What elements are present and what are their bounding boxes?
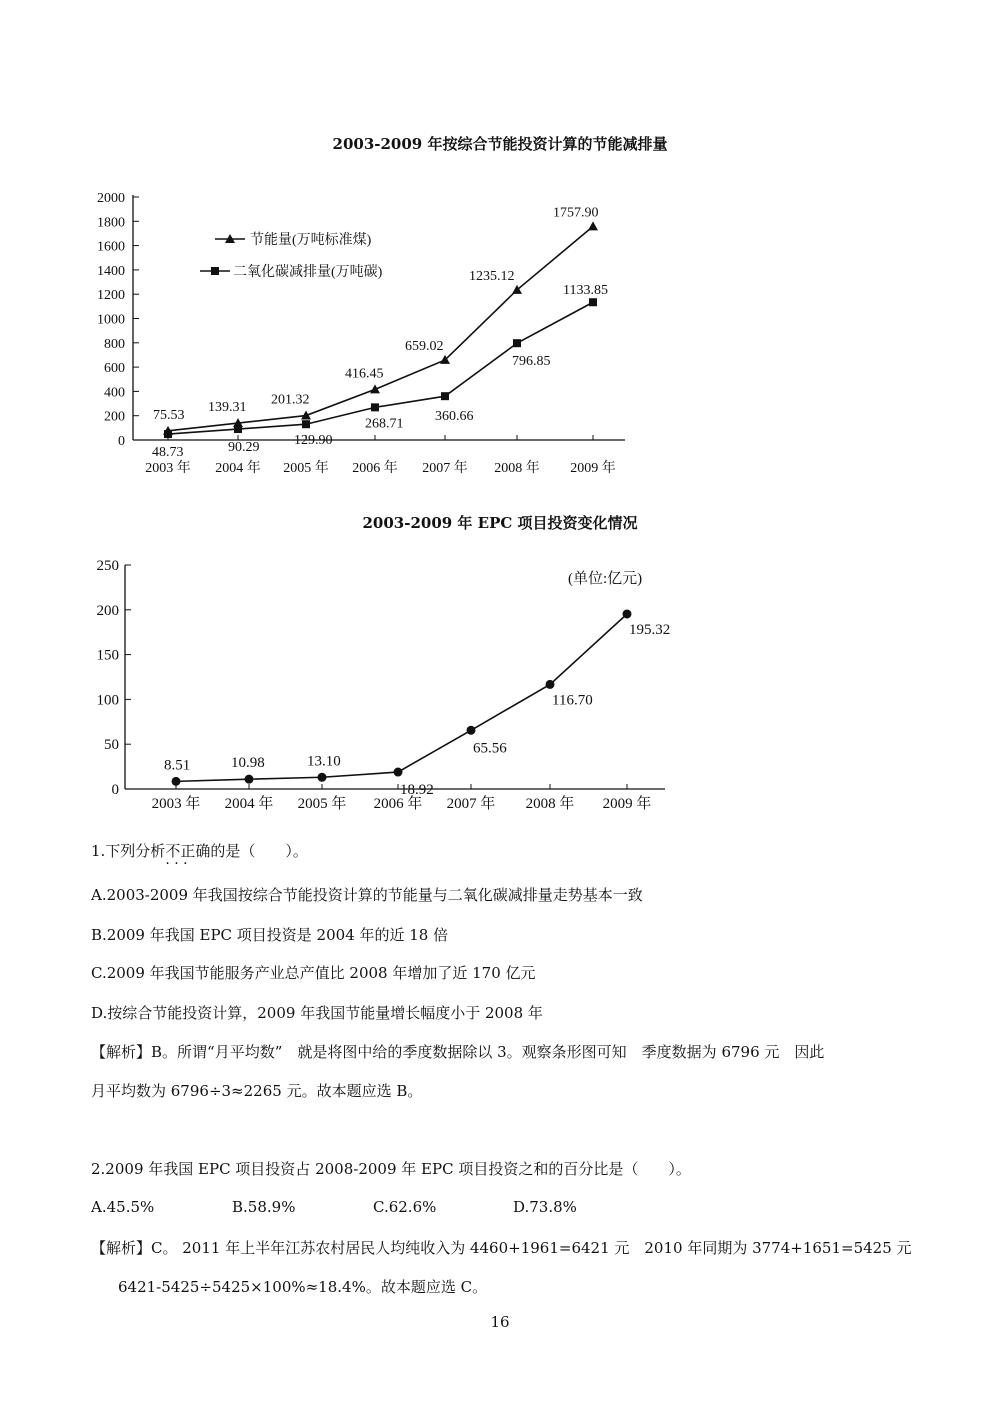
q1-stem-before: 1.下列分析 <box>91 842 166 860</box>
page-number: 16 <box>490 1313 510 1331</box>
chart2-point <box>245 775 254 784</box>
chart1-point-energy-saving <box>370 384 380 393</box>
q1-option-b: B.2009 年我国 EPC 项目投资是 2004 年的近 18 倍 <box>91 926 449 944</box>
chart2-data-labels <box>164 622 670 798</box>
chart2-data-label: 10.98 <box>231 755 265 772</box>
chart2-y-tick-label: 100 <box>96 692 119 709</box>
chart1-data-label: 268.71 <box>365 416 404 432</box>
chart1-point-energy-saving <box>588 221 598 230</box>
chart2-data-label: 18.92 <box>400 782 434 799</box>
q2-option-c: C.62.6% <box>373 1198 437 1216</box>
question-1-stem <box>91 840 308 861</box>
chart1-x-tick-label: 2008 年 <box>494 461 540 476</box>
chart2-x-tick-label: 2008 年 <box>525 796 575 812</box>
chart1-point-co2-reduction <box>164 430 172 438</box>
q2-option-a: A.45.5% <box>91 1198 155 1216</box>
chart2-x-tick-label: 2009 年 <box>602 796 652 812</box>
q1-analysis-line1: 【解析】B。所谓“月平均数” 就是将图中给的季度数据除以 3。观察条形图可知 季度数据为 6796 元 因此 <box>91 1043 825 1061</box>
chart1-y-tick-label: 1200 <box>97 288 125 304</box>
chart2-x-tick-label: 2006 年 <box>373 796 423 812</box>
chart1-y-tick-label: 0 <box>118 434 125 449</box>
chart2-data-label: 116.70 <box>552 692 593 709</box>
chart2-data-label: 13.10 <box>307 753 341 770</box>
q2-analysis-line2: 6421-5425÷5425×100%≈18.4%。故本题应选 C。 <box>118 1278 488 1296</box>
chart2-point <box>172 777 181 786</box>
q1-stem-after: 的是（ ）。 <box>210 842 308 860</box>
chart2-x-tick-label: 2007 年 <box>446 796 496 812</box>
chart2-x-tick-label: 2004 年 <box>224 796 274 812</box>
chart1-y-tick-label: 2000 <box>97 191 125 206</box>
question-2-stem: 2.2009 年我国 EPC 项目投资占 2008-2009 年 EPC 项目投资之和的百分比是（ ）。 <box>91 1160 691 1178</box>
q1-option-d: D.按综合节能投资计算，2009 年我国节能量增长幅度小于 2008 年 <box>91 1004 543 1022</box>
chart1-legend <box>200 231 383 280</box>
chart1-data-label: 201.32 <box>271 392 310 408</box>
chart2-y-tick-label: 0 <box>111 782 119 798</box>
chart2-y-tick-label: 150 <box>96 647 119 664</box>
legend-energy-saving: 节能量(万吨标准煤) <box>250 233 372 248</box>
chart1-data-labels <box>152 205 608 460</box>
chart2-x-tick-label: 2003 年 <box>151 796 201 812</box>
chart1-point-co2-reduction <box>302 420 310 428</box>
chart1-x-tick-label: 2007 年 <box>422 461 468 476</box>
chart1-y-tick-label: 800 <box>104 336 125 352</box>
chart1-y-tick-label: 1400 <box>97 263 125 279</box>
chart1-x-tick-label: 2004 年 <box>215 461 261 476</box>
chart1-data-label: 1235.12 <box>469 268 515 284</box>
chart1-point-co2-reduction <box>441 392 449 400</box>
q1-option-c: C.2009 年我国节能服务产业总产值比 2008 年增加了近 170 亿元 <box>91 964 536 982</box>
chart1-data-label: 416.45 <box>345 366 384 382</box>
chart1-point-co2-reduction <box>371 403 379 411</box>
chart1-data-label: 90.29 <box>228 440 260 456</box>
chart2-x-tick-label: 2005 年 <box>297 796 347 812</box>
chart2-unit-label: (单位:亿元) <box>568 571 643 587</box>
chart1-y-tick-label: 1000 <box>97 312 125 328</box>
chart1-title: 2003-2009 年按综合节能投资计算的节能减排量 <box>332 135 668 153</box>
chart1-data-label: 796.85 <box>512 354 551 370</box>
chart1-energy-emission-line-chart <box>0 180 680 480</box>
chart2-y-tick-label: 200 <box>96 602 119 619</box>
chart1-x-tick-label: 2009 年 <box>570 461 616 476</box>
chart1-y-tick-label: 1800 <box>97 215 125 231</box>
chart2-point <box>467 726 476 735</box>
chart2-data-label: 8.51 <box>164 757 191 774</box>
chart1-data-label: 1757.90 <box>553 205 599 221</box>
chart2-data-label: 195.32 <box>629 621 671 638</box>
chart1-y-tick-label: 1600 <box>97 239 125 255</box>
q1-option-a: A.2003-2009 年我国按综合节能投资计算的节能量与二氧化碳减排量走势基本一致 <box>91 886 643 904</box>
chart2-point <box>394 768 403 777</box>
chart1-data-label: 75.53 <box>153 407 185 423</box>
chart1-x-tick-label: 2003 年 <box>145 461 191 476</box>
chart1-point-co2-reduction <box>234 425 242 433</box>
chart2-point <box>546 680 555 689</box>
q2-analysis-line1: 【解析】C。 2011 年上半年江苏农村居民人均纯收入为 4460+1961=6421 元 2010 年同期为 3774+1651=5425 元 <box>91 1239 912 1257</box>
q1-stem-emphasis: 不正确 · · · <box>165 842 210 860</box>
chart2-title: 2003-2009 年 EPC 项目投资变化情况 <box>362 514 638 532</box>
chart1-data-label: 659.02 <box>405 338 444 354</box>
chart1-y-tick-label: 600 <box>104 361 125 377</box>
chart2-point <box>623 609 632 618</box>
chart2-y-tick-label: 50 <box>104 737 119 754</box>
chart2-point <box>318 773 327 782</box>
chart1-x-tick-label: 2005 年 <box>283 461 329 476</box>
chart1-y-tick-label: 200 <box>104 409 125 425</box>
chart1-point-co2-reduction <box>589 298 597 306</box>
chart1-x-tick-label: 2006 年 <box>352 461 398 476</box>
legend-co2-reduction: 二氧化碳减排量(万吨碳) <box>233 265 383 280</box>
q1-analysis-line2: 月平均数为 6796÷3≈2265 元。故本题应选 B。 <box>91 1082 423 1100</box>
chart1-point-co2-reduction <box>513 339 521 347</box>
chart1-data-label: 1133.85 <box>563 283 608 299</box>
q2-option-d: D.73.8% <box>513 1198 577 1216</box>
q2-option-b: B.58.9% <box>232 1198 296 1216</box>
chart1-y-tick-label: 400 <box>104 385 125 401</box>
chart2-epc-investment-line-chart <box>0 550 700 820</box>
chart2-y-tick-label: 250 <box>96 558 119 574</box>
chart1-data-label: 360.66 <box>435 409 474 425</box>
chart1-data-label: 139.31 <box>208 400 247 416</box>
chart2-data-label: 65.56 <box>473 740 507 757</box>
chart1-data-label: 48.73 <box>152 445 184 461</box>
chart1-data-label: 129.90 <box>294 433 333 449</box>
